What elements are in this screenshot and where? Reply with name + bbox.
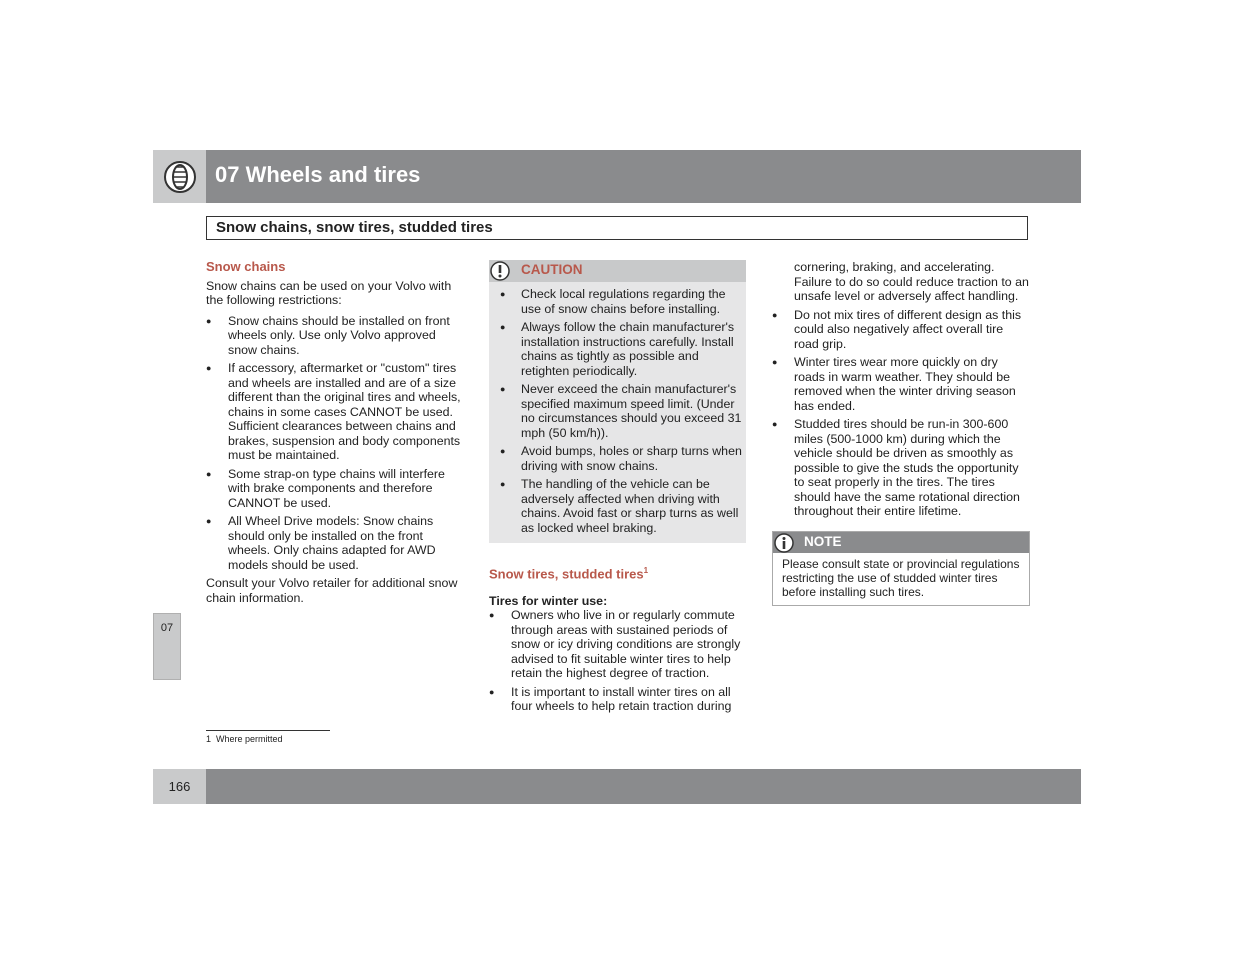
note-label: NOTE (804, 533, 842, 549)
column-snow-chains (206, 260, 466, 605)
caution-label: CAUTION (521, 262, 583, 277)
note-text: Please consult state or provincial regulations restricting the use of studded winter tires before installing such tires. (782, 556, 1020, 599)
page-number: 166 (153, 769, 206, 804)
list-item: ● All Wheel Drive models: Snow chains should only be installed on the front wheels. Only chains adapted for AWD models should be used. (206, 514, 466, 572)
column-tires-continued (772, 260, 1030, 606)
list-item: ● Never exceed the chain manufacturer's specified maximum speed limit. (Under no circumstances should you exceed 31 mph (50 km/h)). (489, 382, 746, 440)
chapter-icon-box (153, 150, 206, 203)
list-item: ● Avoid bumps, holes or sharp turns when driving with snow chains. (489, 444, 746, 473)
list-item: ● Do not mix tires of different design as this could also negatively affect overall tire road grip. (772, 308, 1030, 352)
info-icon (774, 533, 794, 553)
snow-chains-heading: Snow chains (206, 259, 286, 274)
chapter-header (153, 150, 1081, 203)
footnote (206, 734, 283, 744)
caution-box (489, 260, 746, 543)
footnote-text: Where permitted (216, 734, 283, 744)
column-caution-and-tires (489, 260, 746, 714)
list-item: ● Always follow the chain manufacturer's installation instructions carefully. Install chains as tightly as possible and retighten periodically. (489, 320, 746, 378)
snow-tires-heading-text: Snow tires, studded tires (489, 566, 644, 582)
list-item: ● It is important to install winter tires on all four wheels to help retain traction during (489, 685, 746, 714)
caution-icon (490, 261, 510, 281)
note-header (773, 532, 1029, 553)
section-title: Snow chains, snow tires, studded tires (206, 216, 1028, 240)
caution-header (489, 260, 746, 282)
note-box (772, 531, 1030, 606)
snow-chains-outro: Consult your Volvo retailer for additional snow chain information. (206, 576, 458, 605)
snow-tires-heading (489, 564, 746, 582)
wheel-icon (163, 160, 197, 194)
list-item: ● Snow chains should be installed on front wheels only. Use only Volvo approved snow chains. (206, 314, 466, 358)
list-item: ● The handling of the vehicle can be adversely affected when driving with chains. Avoid fast or sharp turns as well as locked wheel braking. (489, 477, 746, 535)
list-item: ● Studded tires should be run-in 300-600 miles (500-1000 km) during which the vehicle should be driven as smoothly as possible to give the studs the opportunity to seat properly in the tires. The tires should have the same rotational direction throughout their entire lifetime. (772, 417, 1030, 519)
chapter-title: 07 Wheels and tires (215, 162, 421, 187)
footnote-ref: 1 (643, 566, 649, 575)
page-footer (153, 769, 1081, 804)
footnote-number: 1 (206, 734, 212, 744)
list-item: ● Winter tires wear more quickly on dry roads in warm weather. They should be removed when the winter driving season has ended. (772, 355, 1030, 413)
winter-tires-subheading: Tires for winter use: (489, 593, 608, 608)
chapter-tab: 07 (153, 613, 181, 680)
continuation-text: cornering, braking, and accelerating. Failure to do so could reduce traction to an unsafe level or adversely affect handling. (794, 260, 1029, 303)
list-item: ● If accessory, aftermarket or "custom" tires and wheels are installed and are of a size different than the original tires and wheels, chains in some cases CANNOT be used. Sufficient clearances between chains and brakes, suspension and body components must be maintained. (206, 361, 466, 463)
snow-chains-intro: Snow chains can be used on your Volvo with the following restrictions: (206, 278, 452, 307)
list-item: ● Owners who live in or regularly commute through areas with sustained periods of snow or icy driving conditions are strongly advised to fit suitable winter tires to help retain the highest degree of traction. (489, 608, 746, 681)
list-item: ● Check local regulations regarding the use of snow chains before installing. (489, 287, 746, 316)
footnote-rule (206, 730, 330, 731)
list-item: ● Some strap-on type chains will interfere with brake components and therefore CANNOT be used. (206, 467, 466, 511)
